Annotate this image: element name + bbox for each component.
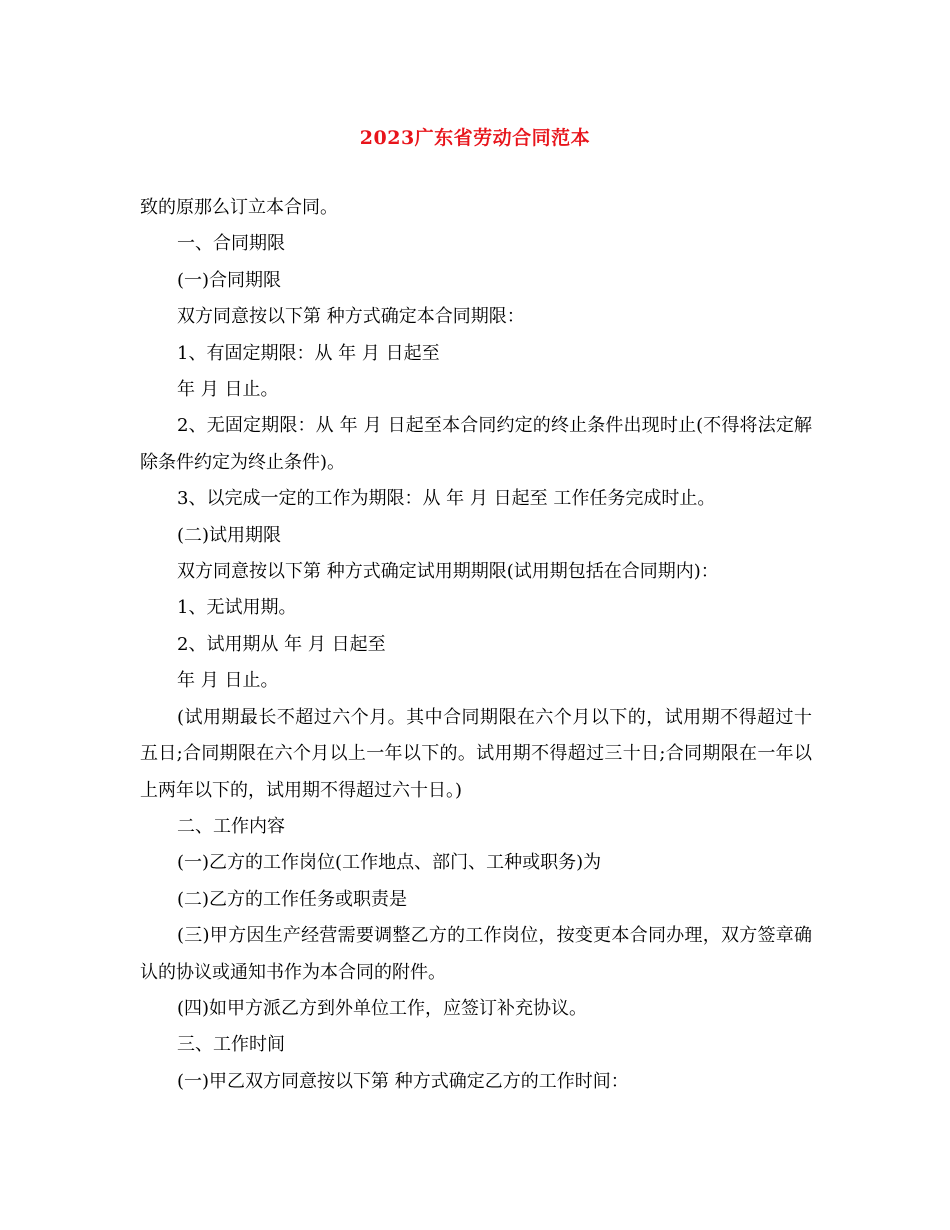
paragraph: (二)试用期限: [177, 524, 282, 546]
paragraph: (一)乙方的工作岗位(工作地点、部门、工种或职务)为: [177, 852, 602, 874]
paragraph: 双方同意按以下第 种方式确定本合同期限：: [177, 306, 525, 328]
paragraph: 一、合同期限: [177, 233, 285, 255]
paragraph: 1、有固定期限：从 年 月 日起至: [177, 342, 440, 364]
paragraph: (三)甲方因生产经营需要调整乙方的工作岗位，按变更本合同办理，双方签章确认的协议或通知书作为本合同的附件。: [140, 925, 812, 983]
document-body: [140, 190, 812, 1100]
paragraph: 2、无固定期限：从 年 月 日起至本合同约定的终止条件出现时止(不得将法定解除条件约定为终止条件)。: [140, 415, 812, 473]
paragraph: 二、工作内容: [177, 815, 285, 837]
paragraph: 三、工作时间: [177, 1034, 285, 1056]
paragraph: 双方同意按以下第 种方式确定试用期期限(试用期包括在合同期内)：: [177, 561, 719, 583]
paragraph: (一)甲乙双方同意按以下第 种方式确定乙方的工作时间：: [177, 1070, 629, 1092]
paragraph: 2、试用期从 年 月 日起至: [177, 633, 386, 655]
paragraph: (二)乙方的工作任务或职责是: [177, 888, 408, 910]
paragraph: 3、以完成一定的工作为期限：从 年 月 日起至 工作任务完成时止。: [177, 488, 716, 510]
paragraph: (四)如甲方派乙方到外单位工作，应签订补充协议。: [177, 997, 588, 1019]
paragraph: (试用期最长不超过六个月。其中合同期限在六个月以下的，试用期不得超过十五日;合同期限在六个月以上一年以下的。试用期不得超过三十日;合同期限在一年以上两年以下的，试用期不得超过六十日。): [140, 706, 812, 801]
paragraph: 年 月 日止。: [177, 379, 279, 401]
paragraph: 1、无试用期。: [177, 597, 297, 619]
paragraph: (一)合同期限: [177, 269, 282, 291]
paragraph: 致的原那么订立本合同。: [140, 197, 338, 218]
paragraph: 年 月 日止。: [177, 670, 279, 692]
document-title: 2023广东省劳动合同范本: [359, 127, 591, 149]
